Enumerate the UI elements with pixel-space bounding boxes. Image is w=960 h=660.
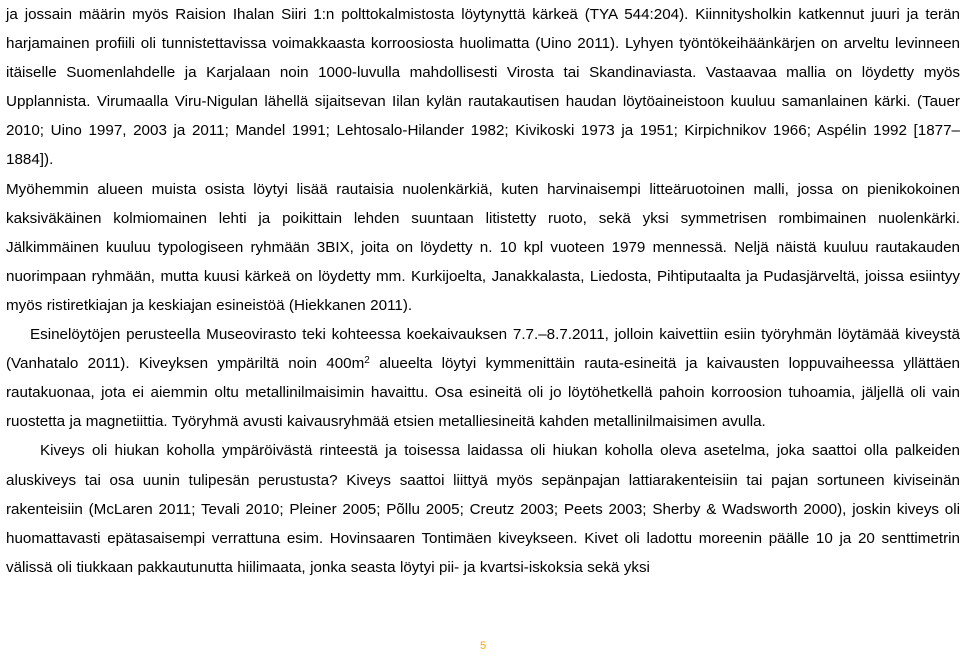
- paragraph-4: Kiveys oli hiukan koholla ympäröivästä rinteestä ja toisessa laidassa oli hiukan koholla oleva asetelma, joka saattoi olla palkeiden aluskiveys tai osa uunin tulipesän perustusta? Kiveys saattoi liittyä myös sepänpajan lattiarakenteisiin tai pajan sortuneen kiviseinän rakenteisiin (McLaren 2011; Tevali 2010; Pleiner 2005; Põllu 2005; Creutz 2003; Peets 2003; Sherby & Wadsworth 2000), joskin kiveys oli huomattavasti epätasaisempi verrattuna esim. Hovinsaaren Tontimäen kiveykseen. Kivet oli ladottu moreenin päälle 10 ja 20 senttimetrin välissä oli tiukkaan pakkautunutta hiilimaata, jonka seasta löytyi pii- ja kvartsi-iskoksia sekä yksi: [6, 442, 960, 576]
- superscript-squared: 2: [364, 355, 370, 367]
- page-number: 5: [479, 640, 487, 652]
- paragraph-1: ja jossain määrin myös Raision Ihalan Siiri 1:n polttokalmistosta löytynyttä kärkeä (TYA 544:204). Kiinnitysholkin katkennut juuri ja terän harjamainen profiili oli tunnistettavissa voimakkaasta korroosiosta huolimatta (Uino 2011). Lyhyen työntökeihäänkärjen on arveltu levinneen itäiselle Suomenlahdelle ja Karjalaan noin 1000-luvulla mahdollisesti Virosta tai Skandinaviasta. Vastaavaa mallia on löydetty myös Upplannista. Virumaalla Viru-Nigulan lähellä sijaitsevan Iilan kylän rautakautisen haudan löytöaineistoon kuuluu samanlainen kärki. (Tauer 2010; Uino 1997, 2003 ja 2011; Mandel 1991; Lehtosalo-Hilander 1982; Kivikoski 1973 ja 1951; Kirpichnikov 1966; Aspélin 1992 [1877–1884]).: [6, 6, 960, 169]
- paragraph-3: [6, 320, 960, 436]
- body-text: [6, 0, 960, 582]
- document-page: [6, 0, 960, 660]
- paragraph-3-text-start: Esinelöytöjen perusteella Museovirasto teki kohteessa koekaivauksen 7.7.–8.7.2011, jolloin kaivettiin esiin työryhmän löytämää kiveystä (Vanhatalo 2011). Kiveyksen ympäriltä noin 400m: [6, 326, 960, 373]
- paragraph-3-text-end: alueelta löytyi kymmenittäin rauta-esineitä ja kaivausten loppuvaiheessa yllättäen rautakuonaa, jota ei aiemmin oltu metallinilmaisimin havaittu. Osa esineitä oli jo löytöhetkellä pahoin korroosion tuhoamia, jäljellä oli vain ruostetta ja magnetiittia. Työryhmä avusti kaivausryhmää etsien metalliesineitä kahden metallinilmaisimen avulla.: [6, 355, 960, 431]
- paragraph-2: Myöhemmin alueen muista osista löytyi lisää rautaisia nuolenkärkiä, kuten harvinaisempi litteäruotoinen malli, jossa on pienikokoinen kaksiväkäinen kolmiomainen lehti ja poikittain lehden suuntaan litistetty ruoto, sekä yksi symmetrisen rombimainen nuolenkärki. Jälkimmäinen kuuluu typologiseen ryhmään 3BIX, joita on löydetty n. 10 kpl vuoteen 1979 mennessä. Neljä näistä kuuluu rautakauden nuorimpaan ryhmään, mutta kuusi kärkeä on löydetty mm. Kurkijoelta, Janakkalasta, Liedosta, Pihtiputaalta ja Pudasjärveltä, joissa esiintyy myös ristiretkiajan ja keskiajan esineistöä (Hiekkanen 2011).: [6, 180, 960, 314]
